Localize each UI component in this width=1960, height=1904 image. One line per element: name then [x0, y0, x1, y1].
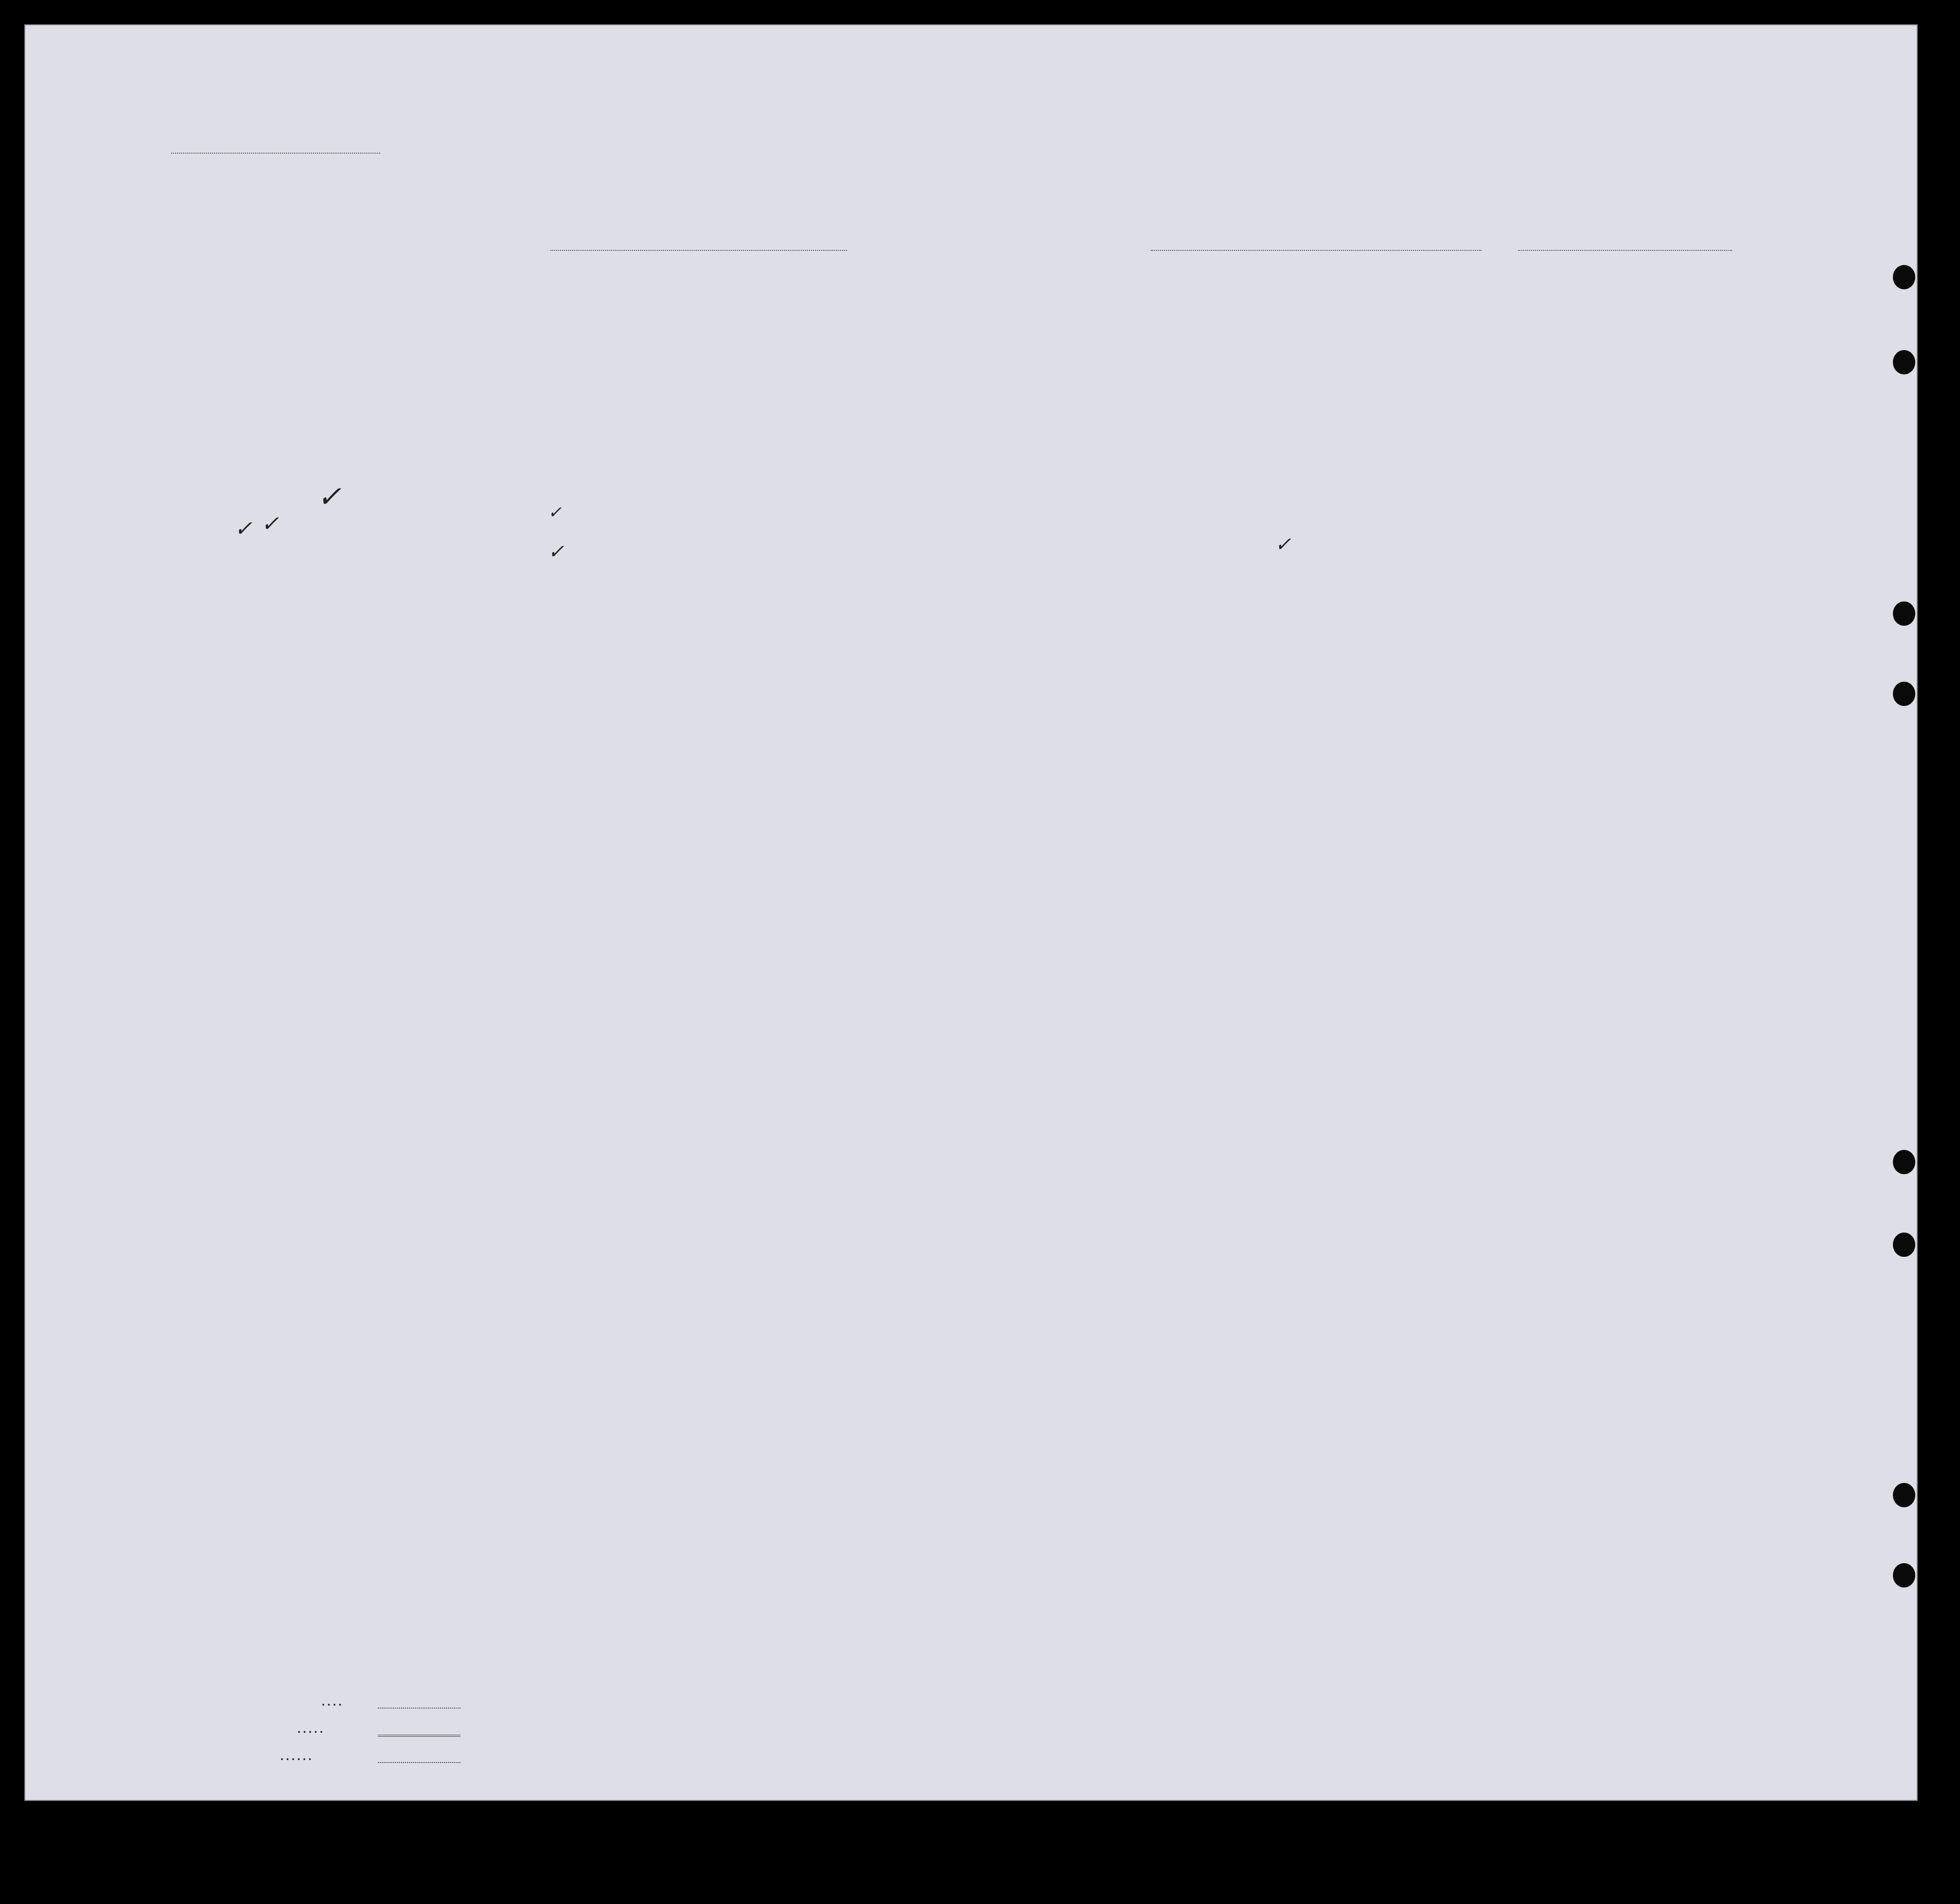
aliens-dots: . . . . . .	[281, 1750, 312, 1763]
date-line	[1518, 250, 1732, 251]
us-citizens-line	[378, 1735, 460, 1737]
total-passengers-line	[378, 1708, 460, 1709]
check-mark: ✓	[548, 503, 562, 522]
manifest-sheet	[24, 24, 1918, 1801]
punch-hole	[1893, 1233, 1915, 1257]
punch-hole	[1893, 350, 1915, 374]
us-citizens-dots: . . . . .	[298, 1723, 323, 1735]
check-mark: ✓	[317, 480, 342, 514]
check-mark: ✓	[261, 511, 279, 536]
punch-hole	[1893, 1483, 1915, 1507]
list-line	[171, 153, 380, 154]
punch-hole	[1893, 1563, 1915, 1587]
total-passengers-dots: . . . .	[322, 1696, 342, 1708]
form-grid	[25, 25, 1917, 1800]
punch-hole	[1893, 1150, 1915, 1174]
ship-line	[550, 250, 847, 251]
punch-hole	[1893, 601, 1915, 626]
port-line	[1151, 250, 1482, 251]
punch-hole	[1893, 265, 1915, 289]
check-mark: ✓	[1275, 533, 1291, 556]
punch-hole	[1893, 682, 1915, 706]
check-mark: ✓	[548, 541, 565, 563]
aliens-line	[378, 1762, 460, 1763]
check-mark: ✓	[234, 516, 252, 541]
